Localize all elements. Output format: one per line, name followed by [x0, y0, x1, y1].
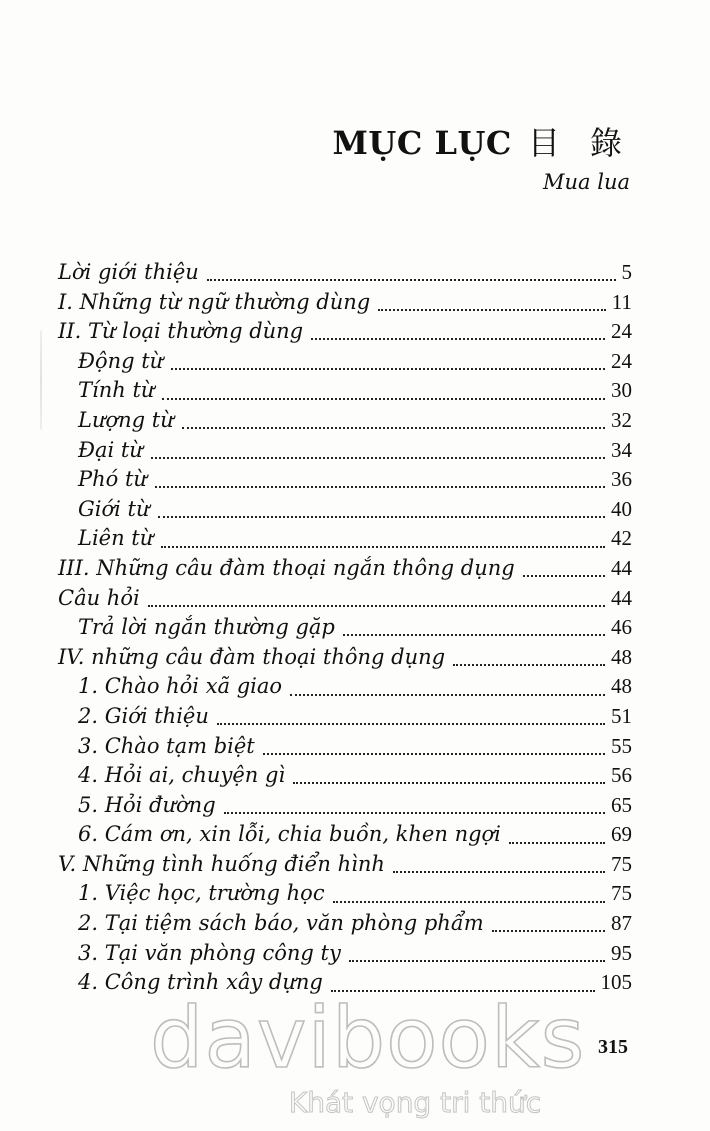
toc-entry — [58, 260, 632, 290]
toc-entry — [58, 408, 632, 438]
toc-entry-label: 4. Hỏi ai, chuyện gì — [78, 763, 286, 788]
toc-entry-page: 51 — [611, 703, 632, 728]
toc-entry-page: 24 — [611, 348, 632, 373]
toc-entry — [58, 970, 632, 1000]
toc-entry-page: 48 — [611, 644, 632, 669]
toc-leader-dots — [162, 397, 605, 400]
toc-entry-label: 1. Việc học, trường học — [78, 881, 325, 906]
toc-entry-label: Giới từ — [78, 496, 150, 521]
toc-leader-dots — [349, 959, 605, 962]
toc-entry — [58, 793, 632, 823]
toc-entry — [58, 911, 632, 941]
toc-leader-dots — [263, 752, 605, 755]
toc-entry-page: 24 — [611, 319, 632, 344]
toc-entry-page: 40 — [611, 496, 632, 521]
toc-entry — [58, 497, 632, 527]
toc-entry — [58, 704, 632, 734]
toc-entry-label: Trả lời ngắn thường gặp — [78, 615, 335, 640]
toc-entry-page: 44 — [611, 555, 632, 580]
watermark — [150, 989, 586, 1119]
toc-entry — [58, 438, 632, 468]
toc-entry-label: Đại từ — [78, 437, 143, 462]
toc-entry-label: Lời giới thiệu — [58, 260, 199, 284]
toc-entry-page: 69 — [611, 822, 632, 847]
page-subtitle: Mua lua — [543, 170, 630, 194]
toc-entry-label: III. Những câu đàm thoại ngắn thông dụng — [58, 555, 515, 580]
toc-leader-dots — [158, 515, 606, 518]
toc-entry-page: 32 — [611, 407, 632, 432]
toc-entry-label: Lượng từ — [78, 407, 174, 432]
toc-leader-dots — [182, 426, 605, 429]
toc-entry-label: Tính từ — [78, 378, 155, 403]
toc-entry — [58, 763, 632, 793]
toc-leader-dots — [171, 367, 605, 370]
toc-entry-page: 48 — [611, 674, 632, 699]
toc-entry-label: 6. Cám ơn, xin lỗi, chia buồn, khen ngợi — [78, 822, 501, 847]
toc-leader-dots — [311, 337, 605, 340]
toc-entry-label: 3. Tại văn phòng công ty — [78, 940, 341, 965]
toc-entry-label: 4. Công trình xây dựng — [78, 970, 323, 995]
page-number: 315 — [598, 1036, 628, 1058]
toc-leader-dots — [151, 456, 605, 459]
toc-entry-page: 75 — [611, 881, 632, 906]
page-title — [333, 118, 633, 164]
toc-entry-page: 105 — [600, 970, 632, 995]
toc-leader-dots — [224, 811, 605, 814]
toc-entry-page: 36 — [611, 467, 632, 492]
toc-entry-page: 30 — [611, 378, 632, 403]
toc-entry-page: 55 — [611, 733, 632, 758]
toc-entry — [58, 467, 632, 497]
toc-leader-dots — [378, 308, 606, 311]
page-edge-shadow — [40, 330, 42, 430]
toc-entry — [58, 526, 632, 556]
toc-leader-dots — [155, 485, 605, 488]
toc-entry-label: IV. những câu đàm thoại thông dụng — [58, 644, 446, 669]
toc-entry — [58, 852, 632, 882]
toc-leader-dots — [217, 722, 605, 725]
toc-entry — [58, 290, 632, 320]
toc-entry — [58, 556, 632, 586]
toc-entry-page: 44 — [611, 585, 632, 610]
toc-entry — [58, 378, 632, 408]
toc-entry — [58, 674, 632, 704]
toc-entry — [58, 881, 632, 911]
toc-leader-dots — [453, 663, 605, 666]
toc-entry-label: 1. Chào hỏi xã giao — [78, 674, 283, 699]
toc-leader-dots — [161, 545, 605, 548]
toc-entry-page: 56 — [611, 763, 632, 788]
toc-entry-page: 34 — [611, 437, 632, 462]
watermark-tagline: Khát vọng tri thức — [288, 1086, 542, 1119]
toc-leader-dots — [393, 870, 605, 873]
toc-leader-dots — [207, 278, 616, 281]
toc-leader-dots — [333, 900, 605, 903]
toc-entry — [58, 349, 632, 379]
toc-entry-page: 95 — [611, 940, 632, 965]
toc-entry-page: 87 — [611, 911, 632, 936]
toc-entry-label: Câu hỏi — [58, 585, 140, 610]
toc-entry-page: 46 — [611, 615, 632, 640]
toc-leader-dots — [290, 693, 605, 696]
toc-entry-page: 65 — [611, 792, 632, 817]
watermark-brand: davibooks — [150, 989, 586, 1087]
toc-entry-label: I. Những từ ngữ thường dùng — [58, 289, 371, 314]
toc-entry-label: 5. Hỏi đường — [78, 792, 216, 817]
toc-entry — [58, 941, 632, 971]
toc-entry-page: 5 — [621, 260, 632, 284]
toc-entry-label: II. Từ loại thường dùng — [58, 319, 304, 344]
toc-entry — [58, 319, 632, 349]
toc-leader-dots — [523, 574, 605, 577]
toc-entry — [58, 734, 632, 764]
toc-entry-label: 2. Tại tiệm sách báo, văn phòng phẩm — [78, 911, 484, 936]
toc-entry-label: Động từ — [78, 348, 164, 373]
toc-leader-dots — [343, 633, 605, 636]
toc-entry-label: 2. Giới thiệu — [78, 703, 209, 728]
toc-leader-dots — [331, 989, 595, 992]
title-text: MỤC LỤC — [332, 124, 512, 162]
toc-entry-page: 11 — [611, 289, 632, 314]
toc-entry-label: Phó từ — [78, 467, 147, 492]
table-of-contents — [58, 260, 632, 1000]
toc-entry-label: 3. Chào tạm biệt — [78, 733, 255, 758]
toc-entry-label: V. Những tình huống điển hình — [58, 851, 385, 876]
toc-entry — [58, 645, 632, 675]
toc-leader-dots — [509, 841, 605, 844]
toc-entry — [58, 615, 632, 645]
toc-entry-label: Liên từ — [78, 526, 154, 551]
title-cjk-text: 目 錄 — [527, 124, 632, 162]
toc-entry-page: 75 — [611, 851, 632, 876]
toc-entry-page: 42 — [611, 526, 632, 551]
toc-leader-dots — [293, 781, 605, 784]
toc-entry — [58, 822, 632, 852]
toc-leader-dots — [492, 929, 605, 932]
toc-leader-dots — [148, 604, 605, 607]
toc-entry — [58, 586, 632, 616]
